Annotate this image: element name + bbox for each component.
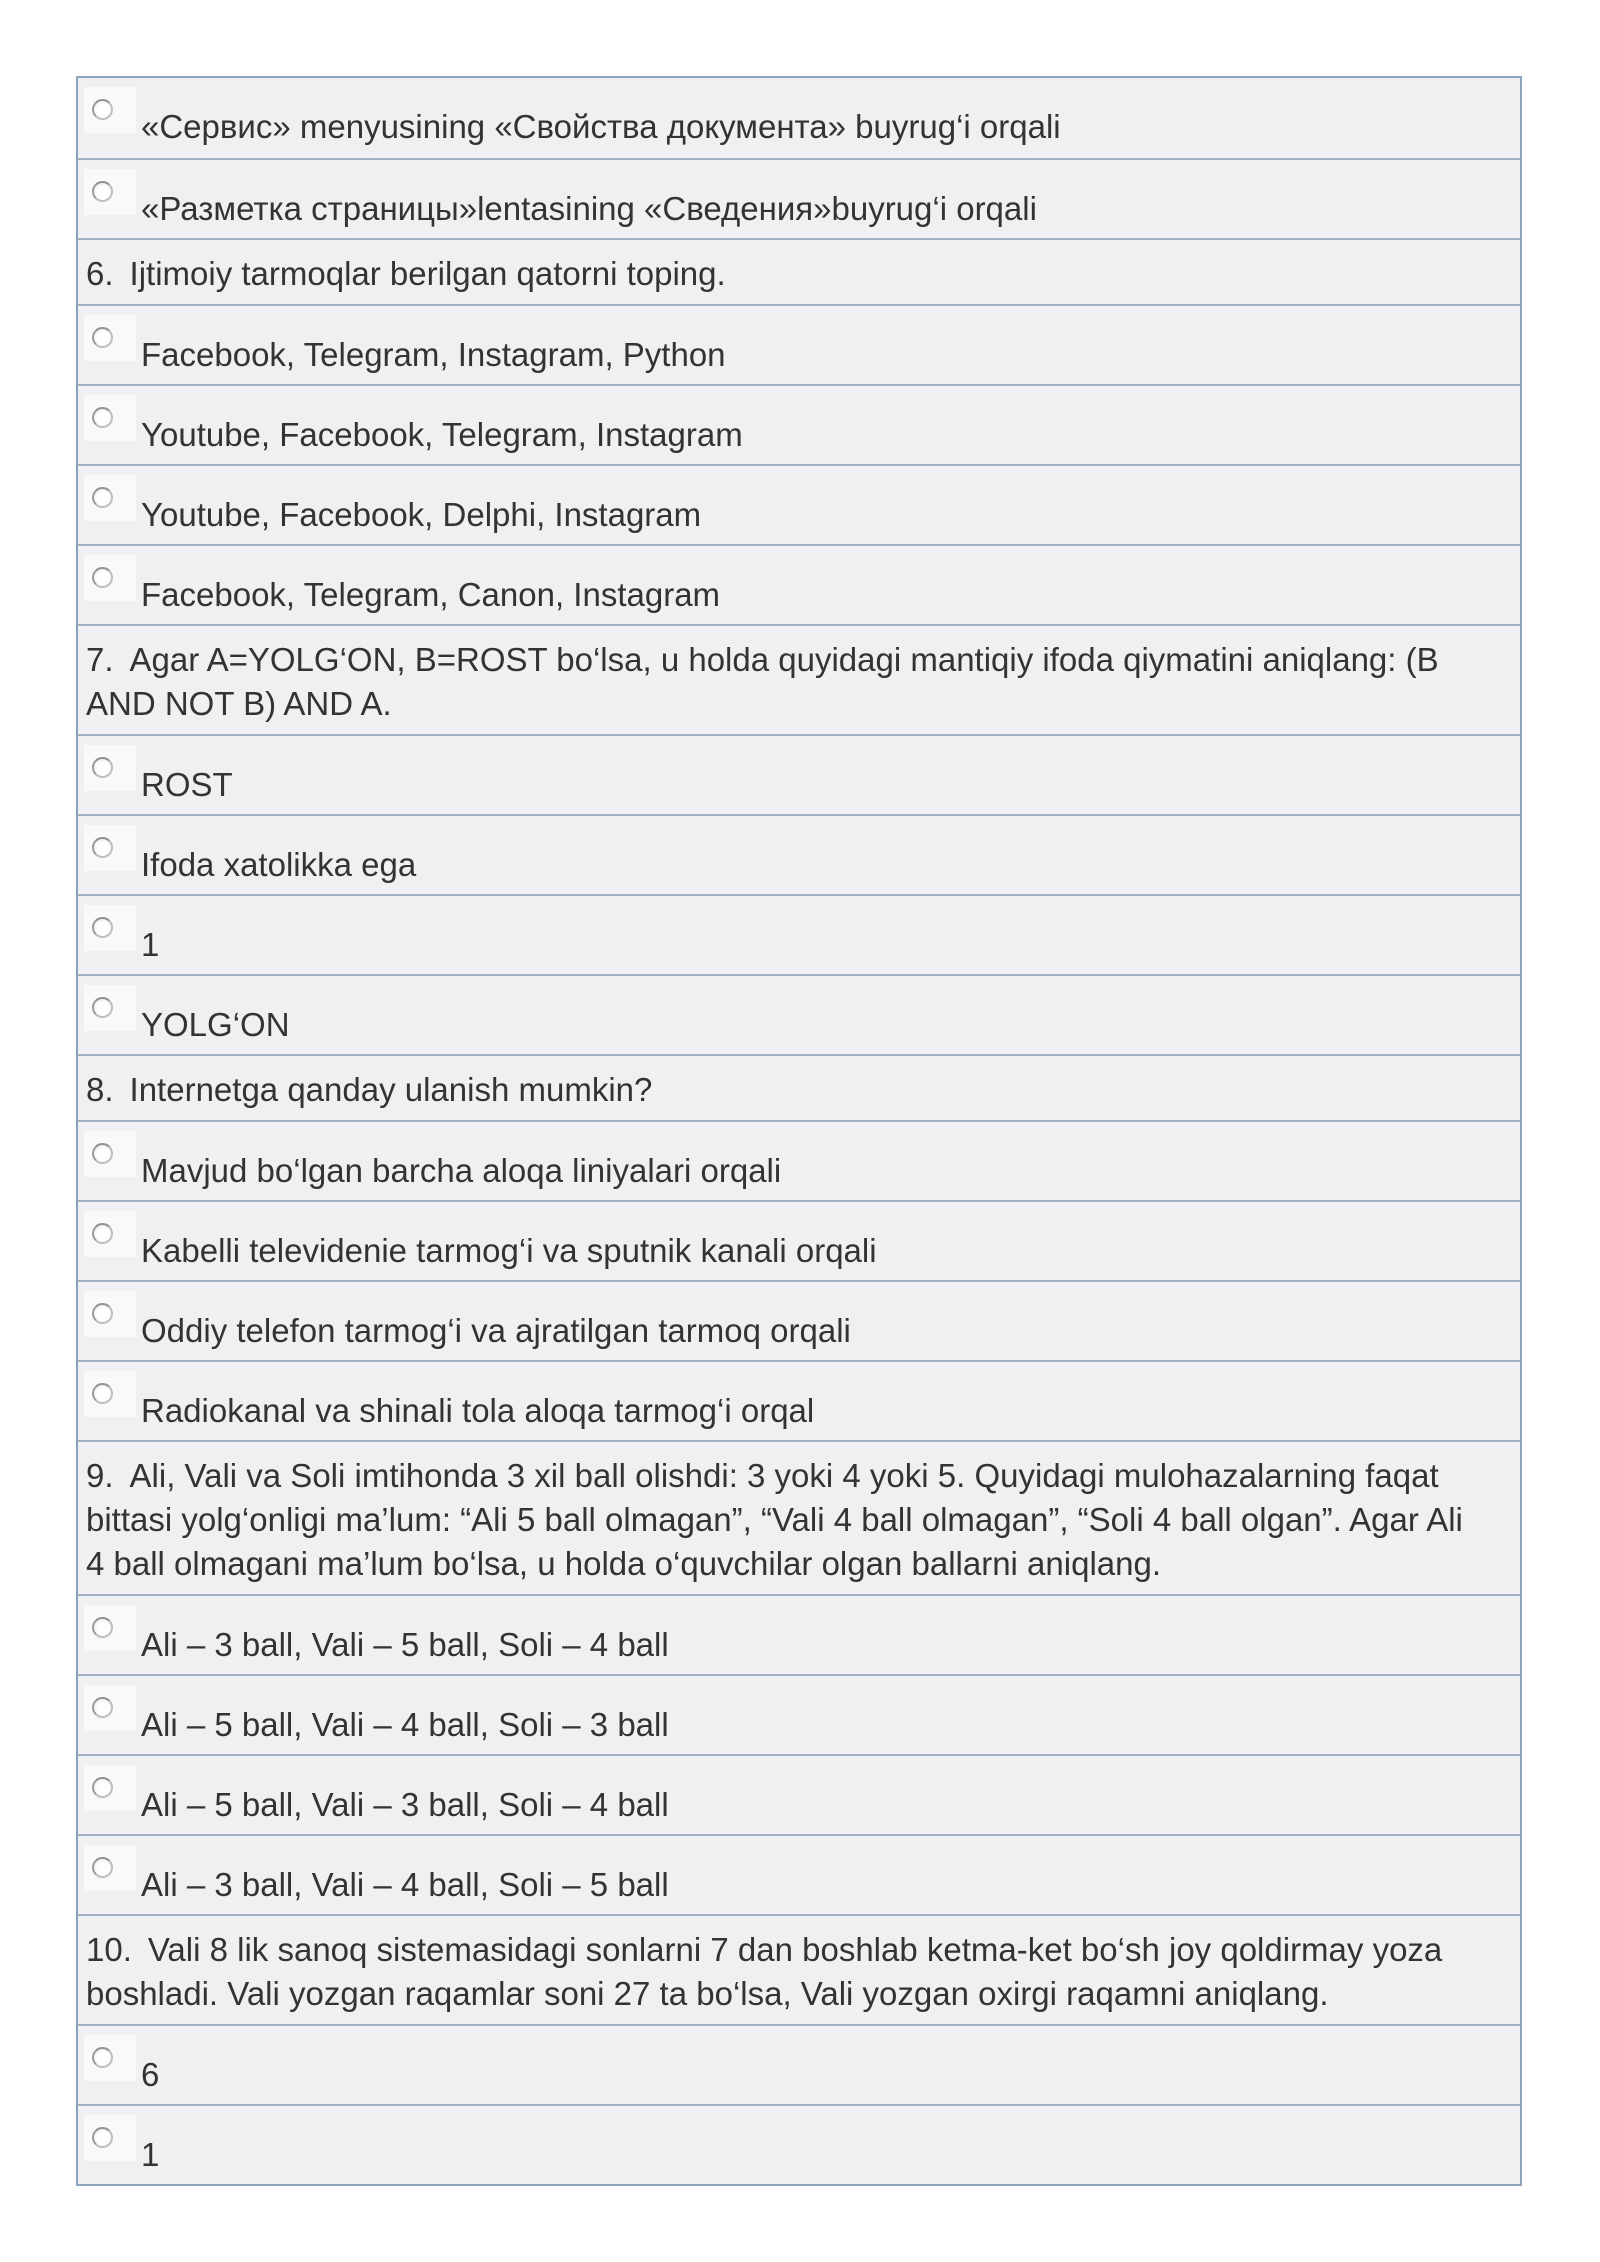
option-label: Youtube, Facebook, Delphi, Instagram (141, 496, 702, 533)
radio-circle-icon[interactable] (92, 1303, 113, 1324)
radio-circle-icon[interactable] (92, 99, 113, 120)
radio-circle-icon[interactable] (92, 1383, 113, 1404)
radio-button[interactable] (84, 1131, 136, 1177)
question-row (78, 624, 1520, 734)
option-label: Kabelli televidenie tarmog‘i va sputnik kanali orqali (141, 1232, 877, 1269)
answer-option[interactable] (78, 1754, 1520, 1834)
question-row (78, 1440, 1520, 1594)
radio-button[interactable] (84, 905, 136, 951)
answer-option[interactable] (78, 2024, 1520, 2104)
radio-circle-icon[interactable] (92, 2047, 113, 2068)
option-label: 6 (141, 2056, 160, 2093)
question-text: Vali 8 lik sanoq sistemasidagi sonlarni 7 dan boshlab ketma-ket bo‘sh joy qoldirmay yoza (147, 1931, 1443, 1968)
option-label: ROST (141, 766, 233, 803)
answer-option[interactable] (78, 544, 1520, 624)
radio-button[interactable] (84, 1765, 136, 1811)
answer-option[interactable] (78, 1594, 1520, 1674)
answer-option[interactable] (78, 894, 1520, 974)
answer-option[interactable] (78, 304, 1520, 384)
answer-option[interactable] (78, 974, 1520, 1054)
option-label: YOLG‘ON (141, 1006, 290, 1043)
radio-circle-icon[interactable] (92, 837, 113, 858)
answer-option[interactable] (78, 1834, 1520, 1914)
question-text-line (86, 1454, 1510, 1498)
answer-option[interactable] (78, 1280, 1520, 1360)
option-label: Oddiy telefon tarmog‘i va ajratilgan tarmoq orqali (141, 1312, 851, 1349)
answer-option[interactable] (78, 1674, 1520, 1754)
radio-button[interactable] (84, 1371, 136, 1417)
question-text-line: 4 ball olmagani ma’lum bo‘lsa, u holda o‘quvchilar olgan ballarni aniqlang. (86, 1545, 1161, 1582)
radio-circle-icon[interactable] (92, 567, 113, 588)
option-label: «Разметка страницы»lentasining «Сведения»buyrug‘i orqali (141, 190, 1037, 227)
answer-option[interactable] (78, 1120, 1520, 1200)
radio-button[interactable] (84, 1211, 136, 1257)
radio-circle-icon[interactable] (92, 487, 113, 508)
option-label: Ali – 5 ball, Vali – 3 ball, Soli – 4 ball (141, 1786, 669, 1823)
radio-button[interactable] (84, 1685, 136, 1731)
radio-button[interactable] (84, 2115, 136, 2161)
radio-circle-icon[interactable] (92, 1617, 113, 1638)
question-text-line (86, 1928, 1510, 1972)
radio-circle-icon[interactable] (92, 1223, 113, 1244)
radio-circle-icon[interactable] (92, 1857, 113, 1878)
option-label: Facebook, Telegram, Instagram, Python (141, 336, 726, 373)
radio-circle-icon[interactable] (92, 407, 113, 428)
answer-option[interactable] (78, 464, 1520, 544)
option-label: Radiokanal va shinali tola aloqa tarmog‘i orqal (141, 1392, 815, 1429)
quiz-table (76, 76, 1522, 2186)
radio-circle-icon[interactable] (92, 181, 113, 202)
option-label: Youtube, Facebook, Telegram, Instagram (141, 416, 743, 453)
question-number: 6. (86, 255, 114, 292)
radio-circle-icon[interactable] (92, 757, 113, 778)
radio-button[interactable] (84, 825, 136, 871)
question-text-line: boshladi. Vali yozgan raqamlar soni 27 ta bo‘lsa, Vali yozgan oxirgi raqamni aniqlang. (86, 1975, 1329, 2012)
radio-button[interactable] (84, 475, 136, 521)
radio-circle-icon[interactable] (92, 2127, 113, 2148)
answer-option[interactable] (78, 734, 1520, 814)
radio-button[interactable] (84, 985, 136, 1031)
option-label: 1 (141, 2136, 160, 2173)
radio-circle-icon[interactable] (92, 917, 113, 938)
answer-option[interactable] (78, 2104, 1520, 2184)
radio-circle-icon[interactable] (92, 997, 113, 1018)
option-label: Ali – 3 ball, Vali – 4 ball, Soli – 5 ball (141, 1866, 669, 1903)
question-text-line (86, 1068, 1510, 1112)
radio-button[interactable] (84, 395, 136, 441)
answer-option[interactable] (78, 1200, 1520, 1280)
answer-option[interactable] (78, 814, 1520, 894)
question-row (78, 238, 1520, 304)
answer-option[interactable] (78, 158, 1520, 238)
option-label: Ifoda xatolikka ega (141, 846, 417, 883)
option-label: «Сервис» menyusining «Свойства документа» buyrug‘i orqali (141, 108, 1061, 145)
question-text-line: bittasi yolg‘onligi ma’lum: “Ali 5 ball olmagan”, “Vali 4 ball olmagan”, “Soli 4 ball olgan”. Agar Ali (86, 1501, 1463, 1538)
question-text: Ijtimoiy tarmoqlar berilgan qatorni toping. (129, 255, 726, 292)
radio-button[interactable] (84, 1845, 136, 1891)
radio-circle-icon[interactable] (92, 327, 113, 348)
radio-circle-icon[interactable] (92, 1697, 113, 1718)
question-number: 10. (86, 1931, 132, 1968)
answer-option[interactable] (78, 1360, 1520, 1440)
option-label: Ali – 5 ball, Vali – 4 ball, Soli – 3 ball (141, 1706, 669, 1743)
radio-button[interactable] (84, 169, 136, 215)
answer-option[interactable] (78, 78, 1520, 158)
question-row (78, 1914, 1520, 2024)
question-row (78, 1054, 1520, 1120)
question-number: 8. (86, 1071, 114, 1108)
question-number: 7. (86, 641, 114, 678)
question-text-line (86, 252, 1510, 296)
radio-button[interactable] (84, 87, 136, 133)
radio-button[interactable] (84, 2035, 136, 2081)
radio-button[interactable] (84, 745, 136, 791)
answer-option[interactable] (78, 384, 1520, 464)
option-label: 1 (141, 926, 160, 963)
radio-button[interactable] (84, 315, 136, 361)
question-number: 9. (86, 1457, 114, 1494)
radio-circle-icon[interactable] (92, 1777, 113, 1798)
radio-button[interactable] (84, 1291, 136, 1337)
question-text: Ali, Vali va Soli imtihonda 3 xil ball olishdi: 3 yoki 4 yoki 5. Quyidagi mulohazalarning faqat (129, 1457, 1439, 1494)
option-label: Mavjud bo‘lgan barcha aloqa liniyalari orqali (141, 1152, 782, 1189)
question-text-line (86, 638, 1510, 682)
radio-button[interactable] (84, 555, 136, 601)
option-label: Ali – 3 ball, Vali – 5 ball, Soli – 4 ball (141, 1626, 669, 1663)
radio-circle-icon[interactable] (92, 1143, 113, 1164)
question-text-line: AND NOT B) AND A. (86, 685, 392, 722)
question-text: Internetga qanday ulanish mumkin? (129, 1071, 653, 1108)
radio-button[interactable] (84, 1605, 136, 1651)
option-label: Facebook, Telegram, Canon, Instagram (141, 576, 721, 613)
question-text: Agar A=YOLG‘ON, B=ROST bo‘lsa, u holda quyidagi mantiqiy ifoda qiymatini aniqlang: (B (129, 641, 1439, 678)
